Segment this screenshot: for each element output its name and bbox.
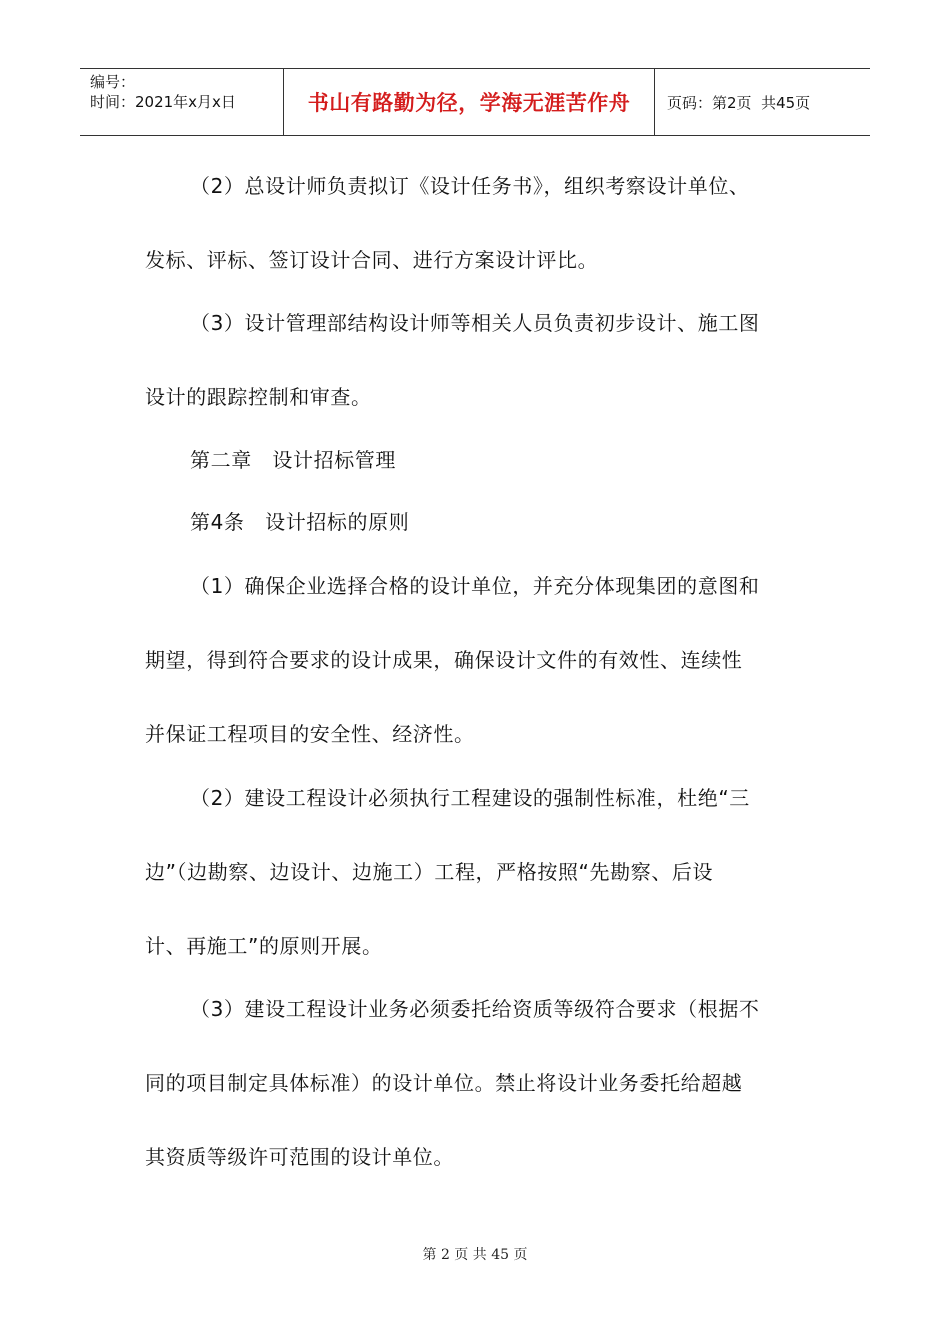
document-code-label: 编号： [90, 73, 136, 91]
body-paragraph-line: 设计的跟踪控制和审查。 [145, 385, 372, 409]
body-paragraph-line: （1）确保企业选择合格的设计单位，并充分体现集团的意图和 [190, 574, 760, 598]
header-meta [80, 69, 283, 135]
page-footer-number: 第 2 页 共 45 页 [422, 1247, 528, 1263]
body-paragraph-line: （3）设计管理部结构设计师等相关人员负责初步设计、施工图 [190, 311, 760, 335]
body-paragraph-line: 发标、评标、签订设计合同、进行方案设计评比。 [145, 248, 599, 272]
body-paragraph-line: 并保证工程项目的安全性、经济性。 [145, 722, 475, 746]
body-paragraph-line: 计、再施工”的原则开展。 [145, 934, 383, 958]
body-paragraph-line: 其资质等级许可范围的设计单位。 [145, 1145, 454, 1169]
body-paragraph-line: 同的项目制定具体标准）的设计单位。禁止将设计业务委托给超越 [145, 1071, 743, 1095]
header-motto-cell [283, 69, 655, 135]
body-paragraph-line: 边”（边勘察、边设计、边施工）工程，严格按照“先勘察、后设 [145, 860, 714, 884]
page-header [80, 68, 870, 136]
body-paragraph-line: 期望，得到符合要求的设计成果，确保设计文件的有效性、连续性 [145, 648, 743, 672]
header-motto: 书山有路勤为径，学海无涯苦作舟 [307, 91, 631, 115]
chapter-heading: 第二章 设计招标管理 [190, 448, 396, 472]
body-paragraph-line: （3）建设工程设计业务必须委托给资质等级符合要求（根据不 [190, 997, 760, 1021]
article-heading: 第4条 设计招标的原则 [190, 510, 410, 534]
document-time-label: 时间：2021年x月x日 [90, 93, 236, 111]
body-paragraph-line: （2）建设工程设计必须执行工程建设的强制性标准，杜绝“三 [190, 786, 750, 810]
body-paragraph-line: （2）总设计师负责拟订《设计任务书》，组织考察设计单位、 [190, 174, 750, 198]
header-page-cell [655, 69, 870, 135]
header-page-number: 页码：第2页 共45页 [667, 93, 811, 112]
